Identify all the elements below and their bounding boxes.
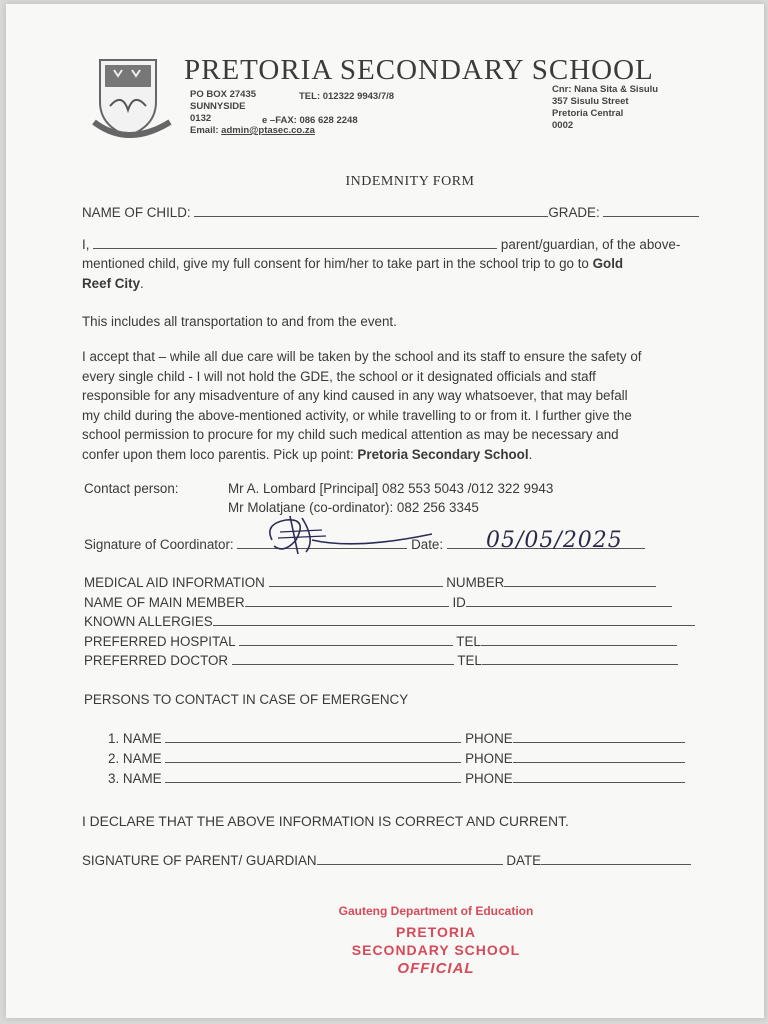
email-link[interactable]: admin@ptasec.co.za	[221, 125, 315, 136]
emergency-phone-label: PHONE	[465, 731, 513, 746]
indemnity-last-suffix: .	[528, 446, 533, 462]
form-title: INDEMNITY FORM	[345, 174, 475, 189]
email-label: Email:	[190, 125, 222, 136]
contact-principal: Mr A. Lombard [Principal] 082 553 5043 /012 322 9943	[228, 481, 554, 496]
consent-line1-end: parent/guardian, of the above-	[500, 237, 681, 252]
emergency-phone-field[interactable]	[513, 752, 685, 763]
allergies-row	[84, 614, 695, 629]
emergency-row-number: 3.	[108, 771, 120, 786]
hospital-tel-label: TEL	[456, 634, 481, 649]
stamp-department: Gauteng Department of Education	[338, 904, 534, 918]
official-stamp	[286, 904, 586, 977]
emergency-phone-label: PHONE	[465, 771, 513, 786]
street-address-1: Cnr: Nana Sita & Sisulu	[552, 84, 659, 95]
fax: e –FAX: 086 628 2248	[262, 115, 358, 126]
hospital-tel-field[interactable]	[481, 635, 677, 646]
emergency-name-field[interactable]	[165, 772, 461, 783]
doctor-tel-label: TEL	[457, 653, 482, 668]
stamp-school-line1: PRETORIA	[395, 924, 477, 940]
main-member-label: NAME OF MAIN MEMBER	[84, 595, 245, 610]
contact-label: Contact person:	[84, 481, 179, 496]
coordinator-signature-scribble	[256, 510, 436, 560]
emergency-phone-field[interactable]	[513, 732, 685, 743]
parent-name-field[interactable]	[93, 236, 497, 249]
name-of-child-field[interactable]	[194, 204, 548, 217]
hospital-label: PREFERRED HOSPITAL	[84, 634, 236, 649]
name-of-child-label: NAME OF CHILD:	[82, 205, 191, 220]
consent-text	[82, 254, 742, 293]
indemnity-paragraph	[82, 347, 752, 464]
emergency-name-label: NAME	[122, 731, 162, 746]
street-address-2: 357 Sisulu Street	[552, 96, 629, 107]
indemnity-line: every single child - I will not hold the GDE, the school or it designated officials and staff	[82, 368, 596, 384]
emergency-row-1	[108, 731, 685, 746]
street-address-4: 0002	[552, 120, 574, 131]
pickup-point: Pretoria Secondary School	[357, 446, 529, 462]
school-name: PRETORIA SECONDARY SCHOOL	[184, 54, 654, 86]
medical-aid-label: MEDICAL AID INFORMATION	[84, 575, 265, 590]
allergies-field[interactable]	[213, 615, 695, 626]
consent-row	[82, 236, 680, 252]
po-box: PO BOX 27435	[190, 89, 257, 100]
indemnity-form-page	[6, 4, 764, 1018]
id-field[interactable]	[466, 596, 672, 607]
emergency-row-number: 1.	[108, 731, 120, 746]
coordinator-date-label: Date:	[411, 537, 444, 552]
parent-signature-field[interactable]	[317, 854, 503, 865]
hospital-field[interactable]	[239, 635, 453, 646]
contact-coordinator: Mr Molatjane (co-ordinator): 082 256 3345	[228, 500, 479, 515]
medical-aid-field[interactable]	[269, 576, 443, 587]
consent-line2: mentioned child, give my full consent for him/her to take part in the school trip to go to	[82, 256, 593, 271]
grade-field[interactable]	[603, 204, 699, 217]
doctor-label: PREFERRED DOCTOR	[84, 653, 229, 668]
id-label: ID	[452, 595, 466, 610]
emergency-name-field[interactable]	[165, 752, 461, 763]
emergency-row-number: 2.	[108, 751, 120, 766]
name-of-child-row	[82, 204, 699, 220]
main-member-row	[84, 595, 672, 610]
doctor-row	[84, 653, 678, 668]
parent-date-field[interactable]	[541, 854, 691, 865]
doctor-tel-field[interactable]	[482, 654, 678, 665]
medical-aid-number-field[interactable]	[504, 576, 656, 587]
indemnity-line: my child during the above-mentioned activity, or while travelling to or from it. I further give the	[82, 407, 632, 423]
declaration-text: I DECLARE THAT THE ABOVE INFORMATION IS CORRECT AND CURRENT.	[82, 814, 569, 829]
main-member-field[interactable]	[245, 596, 449, 607]
transport-note: This includes all transportation to and from the event.	[82, 314, 397, 329]
emergency-name-field[interactable]	[165, 732, 461, 743]
emergency-row-3	[108, 771, 685, 786]
emergency-name-label: NAME	[122, 751, 162, 766]
medical-aid-row	[84, 575, 656, 590]
destination-part-a: Gold	[592, 256, 624, 271]
indemnity-last-line	[82, 445, 752, 465]
hospital-row	[84, 634, 677, 649]
doctor-field[interactable]	[232, 654, 454, 665]
parent-date-label: DATE	[506, 853, 542, 868]
destination-part-b: Reef City	[82, 275, 141, 291]
street-address-3: Pretoria Central	[552, 108, 624, 119]
stamp-school-line2: SECONDARY SCHOOL	[351, 942, 521, 958]
emergency-heading: PERSONS TO CONTACT IN CASE OF EMERGENCY	[84, 692, 409, 707]
stamp-official: OFFICIAL	[397, 960, 475, 977]
parent-signature-row	[82, 853, 691, 868]
coordinator-date-handwritten: 05/05/2025	[486, 528, 623, 553]
emergency-phone-label: PHONE	[465, 751, 513, 766]
allergies-label: KNOWN ALLERGIES	[84, 614, 213, 629]
grade-label: GRADE:	[548, 205, 600, 220]
consent-prefix: I,	[82, 237, 90, 252]
consent-end: .	[140, 275, 144, 291]
coordinator-signature-label: Signature of Coordinator:	[84, 537, 234, 552]
indemnity-last-prefix: confer upon them loco parentis. Pick up point:	[82, 446, 358, 462]
emergency-phone-field[interactable]	[513, 772, 685, 783]
indemnity-line: school permission to procure for my child such medical attention as may be necessary and	[82, 427, 619, 442]
school-crest-logo	[92, 56, 172, 142]
indemnity-line: I accept that – while all due care will be taken by the school and its staff to ensure the safety of	[82, 349, 642, 364]
emergency-row-2	[108, 751, 685, 766]
suburb: SUNNYSIDE	[190, 101, 246, 112]
postal-code: 0132	[190, 113, 212, 124]
parent-signature-label: SIGNATURE OF PARENT/ GUARDIAN	[82, 853, 317, 868]
telephone: TEL: 012322 9943/7/8	[299, 91, 395, 102]
emergency-name-label: NAME	[122, 771, 162, 786]
indemnity-line: responsible for any misadventure of any kind caused in any way whatsoever, that may befall	[82, 388, 628, 403]
medical-aid-number-label: NUMBER	[446, 575, 505, 590]
